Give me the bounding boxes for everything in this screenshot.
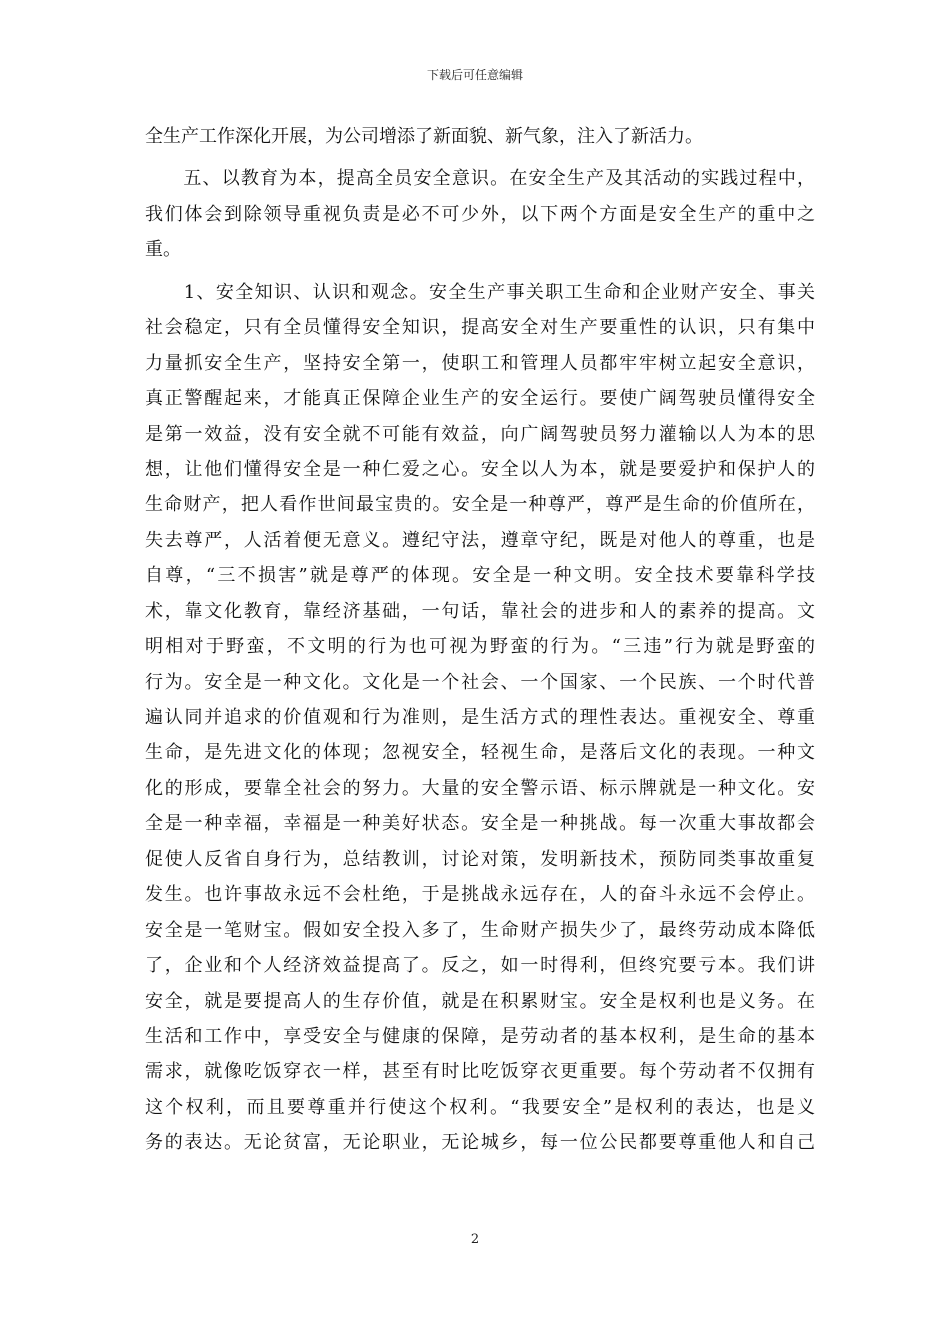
- text-line: 行为。安全是一种文化。文化是一个社会、一个国家、一个民族、一个时代普: [145, 671, 815, 693]
- text-line: 重。: [145, 239, 181, 261]
- text-line: 失去尊严，人活着便无意义。遵纪守法，遵章守纪，既是对他人的尊重，也是: [145, 529, 815, 551]
- text-line: 自尊，“三不损害”就是尊严的体现。安全是一种文明。安全技术要靠科学技: [145, 565, 815, 587]
- page-number: 2: [470, 1232, 480, 1247]
- text-line: 全生产工作深化开展，为公司增添了新面貌、新气象，注入了新活力。: [145, 126, 703, 147]
- text-line: 这个权利，而且要尊重并行使这个权利。“我要安全”是权利的表达，也是义: [145, 1096, 815, 1118]
- text-line: 生命财产，把人看作世间最宝贵的。安全是一种尊严，尊严是生命的价值所在，: [145, 494, 815, 516]
- text-line: 促使人反省自身行为，总结教训，讨论对策，发明新技术，预防同类事故重复: [145, 848, 815, 870]
- text-line: 发生。也许事故永远不会杜绝，于是挑战永远存在，人的奋斗永远不会停止。: [145, 884, 815, 906]
- text-line: 我们体会到除领导重视负责是必不可少外，以下两个方面是安全生产的重中之: [145, 203, 815, 225]
- text-line: [145, 1161, 815, 1196]
- text-line: 明相对于野蛮，不文明的行为也可视为野蛮的行为。“三违”行为就是野蛮的: [145, 636, 815, 658]
- text-line: 遍认同并追求的价值观和行为准则，是生活方式的理性表达。重视安全、尊重: [145, 707, 815, 728]
- paragraph-3: [145, 275, 815, 1196]
- text-line: 1、安全知识、认识和观念。安全生产事关职工生命和企业财产安全、事关: [145, 281, 815, 303]
- text-line: 需求，就像吃饭穿衣一样，甚至有时比吃饭穿衣更重要。每个劳动者不仅拥有: [145, 1061, 815, 1083]
- text-line: 全是一种幸福，幸福是一种美好状态。安全是一种挑战。每一次重大事故都会: [145, 813, 815, 835]
- text-line: 务的表达。无论贫富，无论职业，无论城乡，每一位公民都要尊重他人和自己: [145, 1132, 815, 1154]
- text-line: 是第一效益，没有安全就不可能有效益，向广阔驾驶员努力灌输以人为本的思: [145, 423, 815, 445]
- text-line: 术，靠文化教育，靠经济基础，一句话，靠社会的进步和人的素养的提高。文: [145, 600, 815, 622]
- text-line: 安全，就是要提高人的生存价值，就是在积累财宝。安全是权利也是义务。在: [145, 990, 815, 1012]
- paragraph-2: [145, 161, 815, 267]
- text-line: 五、以教育为本，提高全员安全意识。在安全生产及其活动的实践过程中，: [145, 168, 815, 190]
- text-line: 生命，是先进文化的体现；忽视安全，轻视生命，是落后文化的表现。一种文: [145, 742, 815, 764]
- text-line: 了，企业和个人经济效益提高了。反之，如一时得利，但终究要亏本。我们讲: [145, 955, 815, 977]
- text-line: 化的形成，要靠全社会的努力。大量的安全警示语、标示牌就是一种文化。安: [145, 777, 815, 799]
- page-header: 下载后可任意编辑: [426, 68, 523, 82]
- document-body: [145, 119, 815, 1196]
- paragraph-1: [145, 119, 815, 154]
- text-line: 真正警醒起来，才能真正保障企业生产的安全运行。要使广阔驾驶员懂得安全: [145, 388, 815, 410]
- text-line: 社会稳定，只有全员懂得安全知识，提高安全对生产要重性的认识，只有集中: [145, 317, 815, 339]
- text-line: 生活和工作中，享受安全与健康的保障，是劳动者的基本权利，是生命的基本: [145, 1025, 815, 1047]
- text-line: 想，让他们懂得安全是一种仁爱之心。安全以人为本，就是要爱护和保护人的: [145, 458, 815, 480]
- text-line: 力量抓安全生产，坚持安全第一，使职工和管理人员都牢牢树立起安全意识，: [145, 352, 815, 374]
- text-line: 安全是一笔财宝。假如安全投入多了，生命财产损失少了，最终劳动成本降低: [145, 919, 815, 941]
